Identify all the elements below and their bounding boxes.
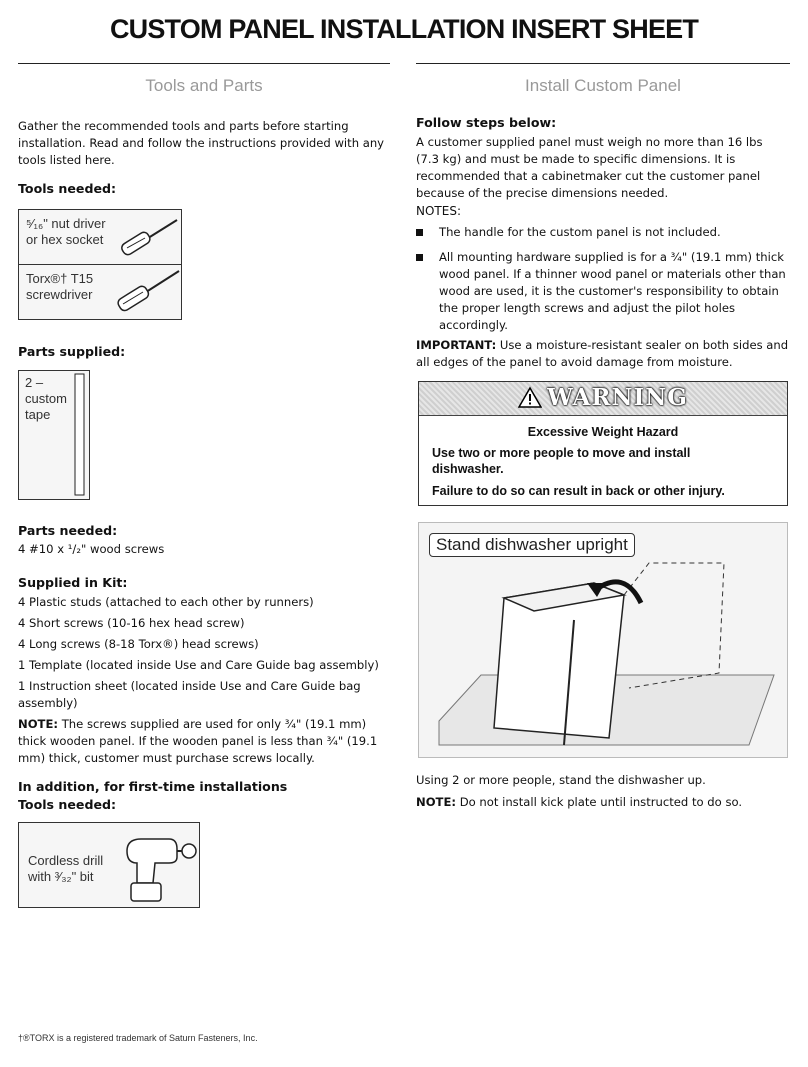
tools-needed-label: Tools needed: bbox=[18, 181, 117, 196]
bullet-icon bbox=[416, 229, 423, 236]
notes-label: NOTES: bbox=[416, 204, 461, 218]
tool-nut-driver-label bbox=[26, 216, 106, 248]
note-item bbox=[416, 249, 790, 334]
drill-label bbox=[28, 853, 103, 885]
warning-banner bbox=[419, 382, 787, 416]
tool-nut-driver-line1: ⁵⁄₁₆" nut driver bbox=[26, 216, 106, 231]
first-time-tools-label: Tools needed: bbox=[18, 797, 117, 812]
warning-hazard: Excessive Weight Hazard bbox=[527, 425, 679, 439]
parts-needed-label: Parts needed: bbox=[18, 523, 118, 538]
install-custom-panel-heading: Install Custom Panel bbox=[525, 76, 681, 95]
torx-screwdriver-icon bbox=[111, 268, 181, 316]
important-text: Use a moisture-resistant sealer on both sides and all edges of the panel to avoid damage from moisture. bbox=[416, 338, 789, 369]
tape-label bbox=[25, 375, 67, 423]
cordless-drill-icon bbox=[119, 829, 199, 907]
trademark-footnote: †®TORX is a registered trademark of Saturn Fasteners, Inc. bbox=[18, 1033, 258, 1043]
bullet-icon bbox=[416, 254, 423, 261]
parts-needed-item: 4 #10 x ¹/₂" wood screws bbox=[18, 542, 165, 556]
note-item-text: The handle for the custom panel is not included. bbox=[439, 225, 721, 239]
kit-list bbox=[18, 594, 390, 767]
tools-box-divider bbox=[19, 264, 181, 265]
kit-item: 4 Long screws (8-18 Torx®) head screws) bbox=[18, 637, 259, 651]
parts-supplied-label: Parts supplied: bbox=[18, 344, 126, 359]
tape-strip-icon bbox=[73, 373, 87, 497]
page-title: CUSTOM PANEL INSTALLATION INSERT SHEET bbox=[109, 14, 699, 44]
kit-item: 1 Instruction sheet (located inside Use and Care Guide bag assembly) bbox=[18, 679, 361, 710]
first-time-installations-label: In addition, for first-time installations bbox=[18, 779, 288, 794]
supplied-in-kit-label: Supplied in Kit: bbox=[18, 575, 128, 590]
tools-and-parts-heading: Tools and Parts bbox=[145, 76, 263, 95]
kit-item: 4 Short screws (10-16 hex head screw) bbox=[18, 616, 245, 630]
left-column-rule bbox=[18, 63, 390, 64]
figure-caption: Using 2 or more people, stand the dishwasher up. bbox=[416, 773, 706, 787]
kit-note-label: NOTE: bbox=[18, 717, 59, 731]
kit-note bbox=[18, 716, 390, 767]
warning-line2: Failure to do so can result in back or other injury. bbox=[432, 484, 725, 498]
figure-caption-note bbox=[416, 794, 790, 811]
kit-item: 4 Plastic studs (attached to each other by runners) bbox=[18, 595, 314, 609]
intro-text: Gather the recommended tools and parts before starting installation. Read and follow the instructions provided with any tools listed here. bbox=[18, 119, 385, 167]
drill-box bbox=[18, 822, 200, 908]
warning-box bbox=[418, 381, 788, 506]
note-item-text: All mounting hardware supplied is for a ³⁄₄" (19.1 mm) thick wood panel. If a thinner wood panel or materials other than wood are used, it is the customer's responsibility to obtain the proper length screws and adjust the pilot holes accordingly. bbox=[439, 250, 786, 332]
tool-torx-line1: Torx®† T15 bbox=[26, 271, 94, 286]
dishwasher-figure bbox=[418, 522, 788, 758]
drill-line2: with ³⁄₃₂" bit bbox=[28, 869, 94, 884]
tape-line2: custom bbox=[25, 391, 67, 406]
warning-line1: Use two or more people to move and install dishwasher. bbox=[432, 446, 691, 476]
steps-text: A customer supplied panel must weigh no more than 16 lbs (7.3 kg) and must be made to specific dimensions. It is recommended that a cabinetmaker cut the customer panel because of the precise dimensions needed. bbox=[416, 135, 763, 200]
tape-line3: tape bbox=[25, 407, 51, 422]
tool-torx-line2: screwdriver bbox=[26, 287, 93, 302]
important-label: IMPORTANT: bbox=[416, 338, 497, 352]
right-column-rule bbox=[416, 63, 790, 64]
kit-item: 1 Template (located inside Use and Care Guide bag assembly) bbox=[18, 658, 379, 672]
parts-supplied-box bbox=[18, 370, 90, 500]
notes-list bbox=[416, 224, 790, 334]
drill-line1: Cordless drill bbox=[28, 853, 104, 868]
important-note bbox=[416, 337, 790, 371]
nut-driver-icon bbox=[115, 218, 179, 262]
follow-steps-label: Follow steps below: bbox=[416, 115, 557, 130]
warning-title: WARNING bbox=[547, 384, 688, 411]
caption-note-label: NOTE: bbox=[416, 795, 457, 809]
kit-note-text: The screws supplied are used for only ³⁄₄" (19.1 mm) thick wooden panel. If the wooden panel is less than ³⁄₄" (19.1 mm) thick, customer must purchase screws locally. bbox=[18, 717, 378, 765]
tape-line1: 2 – bbox=[25, 375, 44, 390]
figure-label: Stand dishwasher upright bbox=[429, 533, 635, 557]
tool-torx-label bbox=[26, 271, 93, 303]
caption-note-text: Do not install kick plate until instructed to do so. bbox=[459, 795, 743, 809]
tool-nut-driver-line2: or hex socket bbox=[26, 232, 104, 247]
note-item bbox=[416, 224, 790, 241]
warning-triangle-icon bbox=[518, 386, 542, 408]
tools-needed-box bbox=[18, 209, 182, 320]
dishwasher-upright-illustration bbox=[419, 523, 787, 757]
warning-title-row bbox=[419, 384, 787, 411]
